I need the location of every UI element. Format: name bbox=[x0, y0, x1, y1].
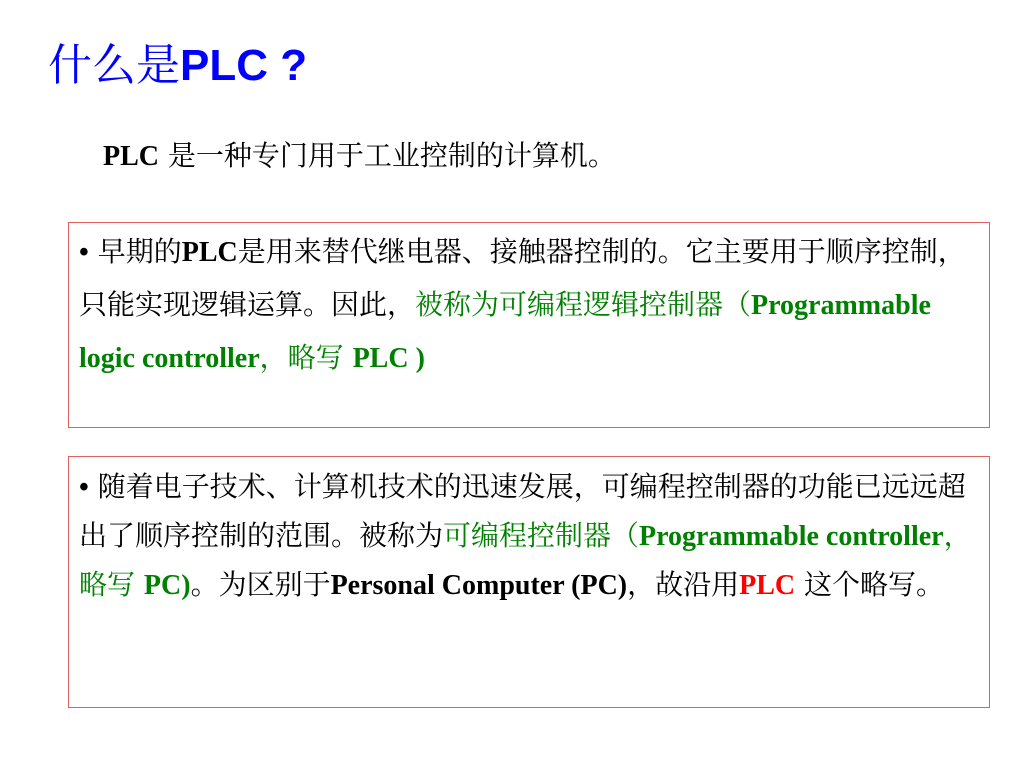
box2-text-3: ，故沿用 bbox=[627, 568, 740, 601]
box1-green-plc: PLC ) bbox=[352, 343, 425, 374]
box1-text-plc: PLC bbox=[181, 237, 238, 268]
box1-green-2: ，略写 bbox=[259, 341, 353, 374]
box1-green-1: 被称为可编程逻辑控制器（ bbox=[415, 288, 752, 321]
subtitle-latin: PLC bbox=[103, 141, 159, 172]
box1-text-2: 是用来替代继电器、接触器控制的。它主要用于顺序控制，只能实现逻辑运算。因此， bbox=[79, 235, 966, 321]
modern-pc-box bbox=[68, 456, 990, 708]
box1-text-1: 早期的 bbox=[88, 235, 182, 268]
box2-green-1: 可编程控制器（ bbox=[443, 519, 640, 552]
box2-text-personal-computer: Personal Computer (PC) bbox=[330, 570, 628, 601]
bullet-icon: • bbox=[79, 237, 89, 268]
bullet-icon: • bbox=[79, 472, 89, 503]
subtitle bbox=[103, 134, 616, 179]
early-plc-box bbox=[68, 222, 990, 428]
box2-text-4: 这个略写。 bbox=[795, 568, 945, 601]
box2-text-2: 。为区别于 bbox=[190, 568, 331, 601]
page-title bbox=[48, 36, 307, 96]
subtitle-text: 是一种专门用于工业控制的计算机。 bbox=[159, 139, 616, 172]
box1-green-english: Programmable logic controller bbox=[79, 290, 931, 374]
title-chinese: 什么是 bbox=[48, 40, 180, 91]
box2-green-2: ，略写 bbox=[79, 519, 972, 601]
box2-text-1: 随着电子技术、计算机技术的迅速发展，可编程控制器的功能已远远超出了顺序控制的范围。被称为 bbox=[79, 470, 966, 552]
box2-green-pc: PC) bbox=[143, 570, 191, 601]
title-latin: PLC ? bbox=[180, 41, 308, 90]
box2-red-plc: PLC bbox=[739, 570, 796, 601]
box2-green-english: Programmable controller bbox=[639, 521, 944, 552]
